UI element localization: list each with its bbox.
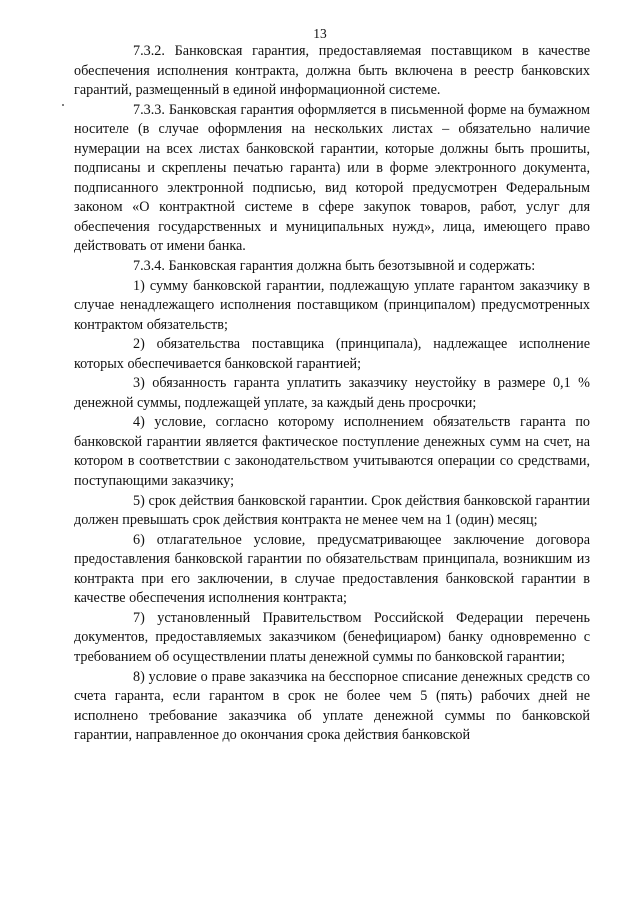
document-body	[74, 42, 590, 746]
scan-dot-mark	[62, 104, 64, 106]
paragraph-7-3-4: 7.3.4. Банковская гарантия должна быть безотзывной и содержать:	[133, 258, 536, 275]
list-item-8: 8) условие о праве заказчика на бесспорное списание денежных средств со счета гаранта, если гарантом в срок не более чем 5 (пять) рабочих дней не исполнено требование заказчика об уплате денежной суммы по банковской гарантии, направленное до окончания срока действия банковской	[74, 668, 590, 744]
list-item-6: 6) отлагательное условие, предусматривающее заключение договора предоставления банковской гарантии по обязательствам принципала, возникшим из контракта при его заключении, в случае предоставления банковской гарантии в качестве обеспечения исполнения контракта;	[74, 531, 590, 607]
paragraph-7-3-3: 7.3.3. Банковская гарантия оформляется в письменной форме на бумажном носителе (в случае оформления на нескольких листах – обязательно наличие нумерации на всех листах банковской гарантии, которые должны быть прошиты, подписаны и скреплены печатью гаранта) или в форме электронного документа, подписанного электронной подписью, вид которой предусмотрен Федеральным законом «О контрактной системе в сфере закупок товаров, работ, услуг для обеспечения государственных и муниципальных нужд», лица, имеющего право действовать от имени банка.	[74, 101, 590, 255]
list-item-2: 2) обязательства поставщика (принципала), надлежащее исполнение которых обеспечивается банковской гарантией;	[74, 336, 590, 372]
list-item-1: 1) сумму банковской гарантии, подлежащую уплате гарантом заказчику в случае ненадлежащего исполнения поставщиком (принципалом) предусмотренных контрактом обязательств;	[74, 277, 590, 333]
list-item-4: 4) условие, согласно которому исполнением обязательств гаранта по банковской гарантии является фактическое поступление денежных сумм на счет, на котором в соответствии с законодательством учитываются операции со средствами, поступающими заказчику;	[74, 414, 590, 490]
page-number: 13	[313, 26, 327, 41]
paragraph-7-3-2: 7.3.2. Банковская гарантия, предоставляемая поставщиком в качестве обеспечения исполнения контракта, должна быть включена в реестр банковских гарантий, размещенный в единой информационной системе.	[74, 43, 590, 99]
list-item-5: 5) срок действия банковской гарантии. Срок действия банковской гарантии должен превышать срок действия контракта не менее чем на 1 (один) месяц;	[74, 492, 590, 529]
list-item-7: 7) установленный Правительством Российской Федерации перечень документов, предоставляемых заказчиком (бенефициаром) банку одновременно с требованием об осуществлении платы денежной суммы по банковской гарантии;	[74, 609, 590, 665]
list-item-3: 3) обязанность гаранта уплатить заказчику неустойку в размере 0,1 % денежной суммы, подлежащей уплате, за каждый день просрочки;	[74, 375, 590, 411]
